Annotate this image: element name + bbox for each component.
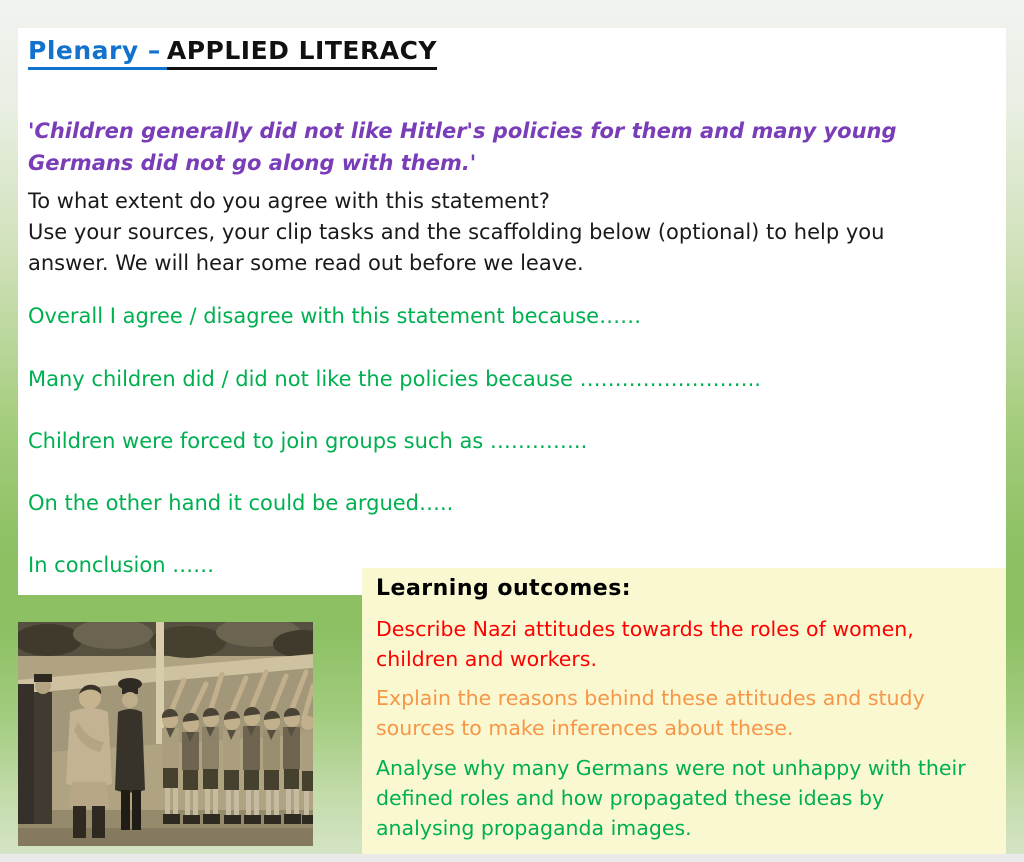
scaffold-line-forced-groups: Children were forced to join groups such as ………….. [28,429,588,453]
task-instructions [28,186,962,279]
hitler-youth-photo-graphic [18,622,313,846]
scaffold-line-other-hand: On the other hand it could be argued….. [28,491,454,515]
title-main: APPLIED LITERACY [167,36,437,70]
title-prefix: Plenary – [28,36,167,70]
scaffold-line-overall: Overall I agree / disagree with this statement because…… [28,304,642,328]
scaffold-line-conclusion: In conclusion …… [28,553,215,577]
hitler-youth-photograph [18,622,313,846]
bottom-edge-strip [0,854,1024,862]
outcome-describe: Describe Nazi attitudes towards the roles of women, children and workers. [376,617,914,672]
learning-outcomes-heading: Learning outcomes: [376,576,632,601]
task-instructions-line: Use your sources, your clip tasks and the scaffolding below (optional) to help you answer. We will hear some read out before we leave. [28,220,885,276]
statement-quote: 'Children generally did not like Hitler's policies for them and many young Germans did not go along with them.' [28,119,897,175]
learning-outcomes-box [362,568,1006,855]
task-question-line: To what extent do you agree with this statement? [28,189,550,213]
outcome-explain: Explain the reasons behind these attitudes and study sources to make inferences about these. [376,686,925,741]
content-panel [18,28,1006,595]
scaffold-line-many-children: Many children did / did not like the policies because …………………….. [28,367,761,391]
outcome-analyse: Analyse why many Germans were not unhappy with their defined roles and how propagated these ideas by analysing propaganda images. [376,755,966,840]
page-title [28,36,437,70]
